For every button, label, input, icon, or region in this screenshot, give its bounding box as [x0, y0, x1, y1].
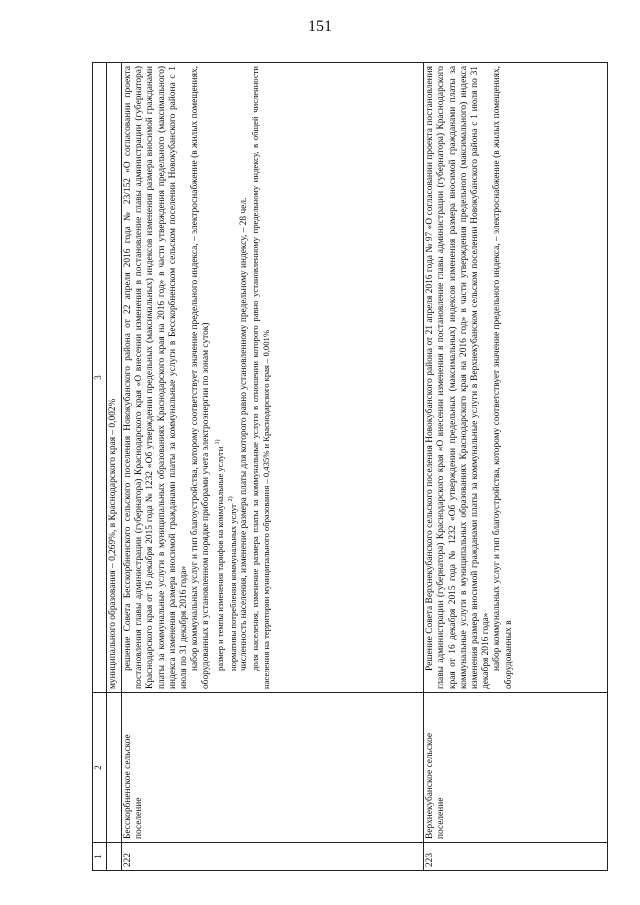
population-text: численность населения, изменение размера платы для которого равно установленному предельному индексу, – 28 чел. — [238, 197, 249, 671]
tariff-line-text: размер и темпы изменения тарифов на коммунальные услуги — [214, 446, 225, 671]
norm-line-text: нормативы потребления коммунальных услуг — [227, 503, 238, 671]
column-header-number: 1 — [93, 843, 107, 871]
column-header-details: 3 — [93, 63, 107, 693]
page-number: 151 — [308, 18, 332, 35]
footnote-marker: 2) — [227, 496, 234, 502]
services-text: набор коммунальных услуг и тип благоустройства, которому соответствует значение предельного индекса, – электроснабжение (в жилых помещениях, оборудованных в установленном порядке приборами учета электроэнергии по зонам суток) — [190, 66, 212, 689]
cell-continuation-text: муниципального образования – 0,269%, в Краснодарского края – 0,002% — [107, 63, 122, 693]
settlement-name: Верхнекубанское сельское поселение — [424, 693, 608, 843]
footnote-marker: 1) — [214, 439, 221, 445]
table-row — [122, 63, 424, 871]
table-row-continuation — [107, 63, 122, 871]
cell-continuation-number — [107, 843, 122, 871]
tariff-line — [213, 66, 226, 689]
cell-continuation-name — [107, 693, 122, 843]
table-header-row — [93, 63, 107, 871]
column-header-settlement: 2 — [93, 693, 107, 843]
row-number: 222 — [122, 843, 424, 871]
services-text: набор коммунальных услуг и тип благоустройства, которому соответствует значение предельного индекса, – электроснабжение (в жилых помещениях, оборудованных в — [492, 66, 514, 689]
share-text: доля населения, изменение размера платы за коммунальные услуги в отношении которого равно установленному предельному индексу, в общей численности населения на территории муниципального образования – 0,435% и Краснодарского края – 0,001% — [249, 66, 272, 689]
decision-text: решение Совета Бесскорбненского сельского поселения Новокубанского района от 22 апреля 2016 года № 23/152 «О согласовании проекта постановления главы администрации (губернатора) Краснодарского края «О внесении изменения в постановление главы администрации (губернатора) Краснодарского края от 16 декабря 2015 года № 1232 «Об утверждении предельных (максимальных) индексов изменения размера вносимой гражданами платы за коммунальные услуги в муниципальных образованиях Краснодарского края на 2016 год» в части утверждения предельного (максимального) индекса изменения размера вносимой гражданами платы за коммунальные услуги в Бесскорбненском сельском поселении Новокубанского района с 1 июля по 31 декабря 2016 года» — [123, 66, 190, 689]
row-details — [122, 63, 424, 693]
decision-text: Решение Совета Верхнекубанского сельского поселения Новокубанского района от 21 апреля 2016 года № 97 «О согласовании проекта постановления главы администрации (губернатора) Краснодарского края «О внесении изменения в постановление главы администрации (губернатора) Краснодарского края от 16 декабря 2015 года № 1232 «Об утверждении предельных (максимальных) индексов изменения размера вносимой гражданами платы за коммунальные услуги в муниципальных образованиях Краснодарского края на 2016 год» в части утверждения предельного (максимального) индекса изменения размера вносимой гражданами платы за коммунальные услуги в Верхнекубанском сельском поселении Новокубанского района с 1 июля по 31 декабря 2016 года» — [425, 66, 492, 689]
settlement-name: Бесскорбненское сельское поселение — [122, 693, 424, 843]
row-details — [424, 63, 608, 693]
rotated-table-container — [92, 63, 608, 871]
row-number: 223 — [424, 843, 608, 871]
appendix-table — [92, 62, 608, 871]
norm-line — [226, 66, 239, 689]
table-row — [424, 63, 608, 871]
